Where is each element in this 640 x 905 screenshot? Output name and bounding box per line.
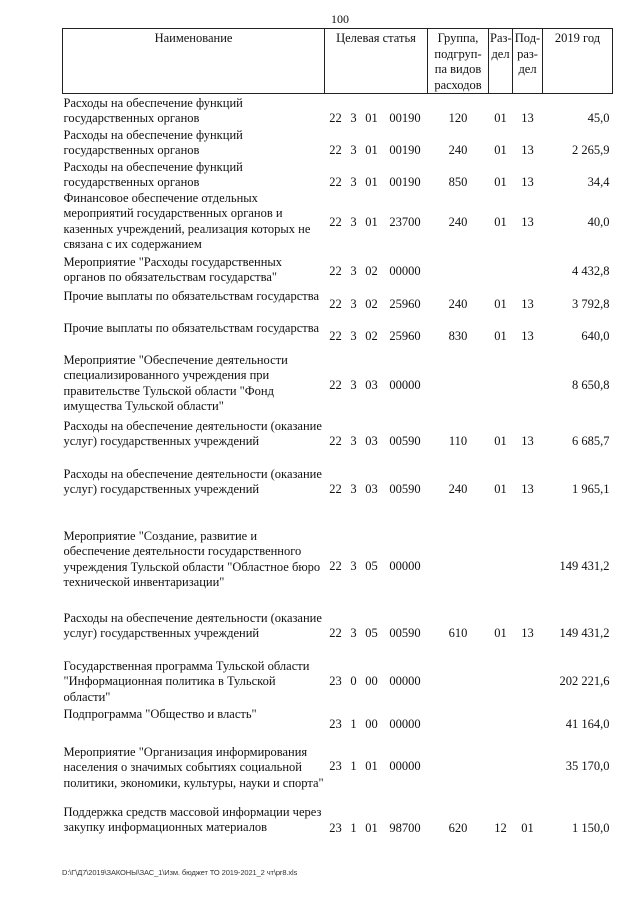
code-subprogram: 3 xyxy=(350,377,357,392)
section-code: 01 xyxy=(494,143,507,157)
row-name: Расходы на обеспечение функций государственных органов xyxy=(63,95,243,125)
expense-group: 850 xyxy=(448,175,468,189)
table-row xyxy=(63,255,613,289)
subsection-code: 13 xyxy=(521,625,534,640)
section-code: 01 xyxy=(494,328,507,343)
row-name: Государственная программа Тульской области "Информационная политика в Тульской области" xyxy=(63,658,310,704)
amount: 1 150,0 xyxy=(572,820,610,835)
row-name: Расходы на обеспечение деятельности (оказание услуг) государственных учреждений xyxy=(63,466,322,496)
subsection-code xyxy=(513,647,543,707)
subsection-code: 13 xyxy=(521,175,534,189)
subsection-code: 13 xyxy=(521,481,534,496)
subsection-code: 13 xyxy=(521,433,534,448)
subsection-code xyxy=(513,255,543,289)
amount: 202 221,6 xyxy=(559,673,610,688)
row-name: Мероприятие "Обеспечение деятельности специализированного учреждения при правительстве Тульской области "Фонд имущества Тульской области" xyxy=(63,352,288,413)
section-code: 01 xyxy=(494,625,507,640)
expense-group xyxy=(428,737,489,805)
header-year: 2019 год xyxy=(543,29,613,94)
table-body xyxy=(63,94,613,839)
expense-group: 240 xyxy=(448,296,468,311)
code-direction: 00000 xyxy=(389,377,421,392)
code-event: 02 xyxy=(365,263,378,278)
table-row xyxy=(63,159,613,191)
code-direction: 00590 xyxy=(389,481,421,496)
subsection-code xyxy=(513,707,543,737)
expense-group: 830 xyxy=(448,328,468,343)
amount: 8 650,8 xyxy=(572,377,610,392)
expense-group: 120 xyxy=(448,111,468,125)
code-subprogram: 0 xyxy=(350,673,357,688)
expense-group xyxy=(428,353,489,419)
expense-group: 610 xyxy=(448,625,468,640)
code-subprogram: 3 xyxy=(350,296,357,311)
file-path-footer: D:\Г\Д7\2019\ЗАКОНЫ\ЗАС_1\Изм. бюджет ТО 2019-2021_2 чт\pr8.xls xyxy=(62,868,298,877)
code-subprogram: 3 xyxy=(350,111,357,125)
code-direction: 00000 xyxy=(389,673,421,688)
code-direction: 00590 xyxy=(389,433,421,448)
section-code: 01 xyxy=(494,111,507,125)
code-program: 22 xyxy=(329,481,342,496)
code-event: 01 xyxy=(365,175,378,189)
expense-group: 620 xyxy=(448,820,468,835)
amount: 34,4 xyxy=(587,175,610,189)
section-code xyxy=(489,647,513,707)
code-direction: 00190 xyxy=(389,175,421,189)
code-subprogram: 3 xyxy=(350,481,357,496)
code-direction: 00590 xyxy=(389,625,421,640)
code-direction: 00190 xyxy=(389,111,421,125)
code-subprogram: 1 xyxy=(350,820,357,835)
code-subprogram: 3 xyxy=(350,328,357,343)
code-direction: 98700 xyxy=(389,820,421,835)
section-code: 01 xyxy=(494,175,507,189)
expense-group xyxy=(428,255,489,289)
amount: 1 965,1 xyxy=(572,481,610,496)
section-code xyxy=(489,255,513,289)
table-row xyxy=(63,419,613,467)
subsection-code xyxy=(513,353,543,419)
code-program: 23 xyxy=(329,820,342,835)
amount: 40,0 xyxy=(587,214,610,229)
subsection-code: 13 xyxy=(521,143,534,157)
table-row xyxy=(63,191,613,255)
section-code: 01 xyxy=(494,433,507,448)
code-program: 23 xyxy=(329,673,342,688)
code-program: 22 xyxy=(329,296,342,311)
amount: 149 431,2 xyxy=(559,625,610,640)
amount: 4 432,8 xyxy=(572,263,610,278)
table-row xyxy=(63,647,613,707)
table-row xyxy=(63,467,613,515)
code-event: 05 xyxy=(365,625,378,640)
budget-table xyxy=(62,28,613,839)
code-event: 01 xyxy=(365,758,378,773)
section-code xyxy=(489,707,513,737)
code-event: 02 xyxy=(365,328,378,343)
code-subprogram: 1 xyxy=(350,758,357,773)
section-code: 01 xyxy=(494,481,507,496)
code-subprogram: 1 xyxy=(350,716,357,731)
amount: 45,0 xyxy=(587,111,610,125)
expense-group: 240 xyxy=(448,214,468,229)
table-row xyxy=(63,597,613,647)
table-row xyxy=(63,289,613,321)
section-code xyxy=(489,353,513,419)
code-program: 22 xyxy=(329,214,342,229)
expense-group: 240 xyxy=(448,481,468,496)
code-program: 22 xyxy=(329,143,342,157)
row-name: Подпрограмма "Общество и власть" xyxy=(63,706,257,721)
table-row xyxy=(63,94,613,127)
code-subprogram: 3 xyxy=(350,263,357,278)
code-program: 23 xyxy=(329,716,342,731)
header-target-article: Целевая статья xyxy=(325,29,428,94)
row-name: Финансовое обеспечение отдельных мероприятий государственных органов и казенных учреждений, реализация которых не связана с их содержанием xyxy=(63,190,311,251)
subsection-code: 13 xyxy=(521,111,534,125)
header-subsection: Под-раз-дел xyxy=(513,29,543,94)
row-name: Прочие выплаты по обязательствам государства xyxy=(63,288,320,303)
header-section: Раз-дел xyxy=(489,29,513,94)
code-program: 22 xyxy=(329,263,342,278)
table-row xyxy=(63,737,613,805)
row-name: Расходы на обеспечение функций государственных органов xyxy=(63,127,243,157)
row-name: Расходы на обеспечение деятельности (оказание услуг) государственных учреждений xyxy=(63,418,322,448)
code-program: 22 xyxy=(329,558,342,573)
expense-group xyxy=(428,707,489,737)
code-program: 22 xyxy=(329,433,342,448)
table-row xyxy=(63,515,613,597)
row-name: Мероприятие "Создание, развитие и обеспечение деятельности государственного учреждения Тульской области "Областное бюро технической инвентаризации" xyxy=(63,528,321,589)
table-row xyxy=(63,805,613,839)
code-event: 00 xyxy=(365,716,378,731)
code-direction: 00000 xyxy=(389,716,421,731)
code-subprogram: 3 xyxy=(350,433,357,448)
expense-group xyxy=(428,647,489,707)
budget-table-container xyxy=(62,28,612,839)
subsection-code: 13 xyxy=(521,328,534,343)
code-subprogram: 3 xyxy=(350,625,357,640)
code-direction: 25960 xyxy=(389,328,421,343)
subsection-code: 01 xyxy=(521,820,534,835)
table-row xyxy=(63,127,613,159)
code-program: 23 xyxy=(329,758,342,773)
section-code: 01 xyxy=(494,296,507,311)
code-event: 03 xyxy=(365,377,378,392)
section-code: 12 xyxy=(494,820,507,835)
table-row xyxy=(63,707,613,737)
page-number: 100 xyxy=(331,12,349,26)
amount: 2 265,9 xyxy=(572,143,610,157)
code-program: 22 xyxy=(329,625,342,640)
subsection-code xyxy=(513,737,543,805)
code-program: 22 xyxy=(329,328,342,343)
code-direction: 23700 xyxy=(389,214,421,229)
code-event: 03 xyxy=(365,481,378,496)
table-row xyxy=(63,353,613,419)
code-event: 01 xyxy=(365,214,378,229)
code-program: 22 xyxy=(329,175,342,189)
code-subprogram: 3 xyxy=(350,558,357,573)
code-subprogram: 3 xyxy=(350,175,357,189)
row-name: Расходы на обеспечение функций государственных органов xyxy=(63,159,243,189)
amount: 640,0 xyxy=(581,328,610,343)
code-subprogram: 3 xyxy=(350,214,357,229)
code-direction: 00000 xyxy=(389,263,421,278)
header-expense-group: Группа, подгруп-па видов расходов xyxy=(428,29,489,94)
row-name: Поддержка средств массовой информации через закупку информационных материалов xyxy=(63,804,322,834)
code-direction: 25960 xyxy=(389,296,421,311)
subsection-code: 13 xyxy=(521,296,534,311)
section-code: 01 xyxy=(494,214,507,229)
row-name: Мероприятие "Организация информирования населения о значимых событиях социальной политики, экономики, культуры, науки и спорта" xyxy=(63,744,324,790)
code-direction: 00000 xyxy=(389,758,421,773)
code-direction: 00190 xyxy=(389,143,421,157)
code-event: 03 xyxy=(365,433,378,448)
code-program: 22 xyxy=(329,111,342,125)
code-direction: 00000 xyxy=(389,558,421,573)
section-code xyxy=(489,515,513,597)
table-header xyxy=(63,29,613,94)
code-event: 00 xyxy=(365,673,378,688)
row-name: Мероприятие "Расходы государственных органов по обязательствам государства" xyxy=(63,254,283,284)
code-subprogram: 3 xyxy=(350,143,357,157)
amount: 35 170,0 xyxy=(565,758,610,773)
code-event: 01 xyxy=(365,111,378,125)
subsection-code xyxy=(513,515,543,597)
code-event: 01 xyxy=(365,143,378,157)
subsection-code: 13 xyxy=(521,214,534,229)
amount: 149 431,2 xyxy=(559,558,610,573)
code-event: 05 xyxy=(365,558,378,573)
row-name: Расходы на обеспечение деятельности (оказание услуг) государственных учреждений xyxy=(63,610,322,640)
amount: 3 792,8 xyxy=(572,296,610,311)
table-row xyxy=(63,321,613,353)
expense-group: 240 xyxy=(448,143,468,157)
row-name: Прочие выплаты по обязательствам государства xyxy=(63,320,320,335)
amount: 6 685,7 xyxy=(572,433,610,448)
expense-group: 110 xyxy=(448,433,468,448)
code-program: 22 xyxy=(329,377,342,392)
code-event: 02 xyxy=(365,296,378,311)
amount: 41 164,0 xyxy=(565,716,610,731)
header-name: Наименование xyxy=(63,29,325,94)
expense-group xyxy=(428,515,489,597)
code-event: 01 xyxy=(365,820,378,835)
section-code xyxy=(489,737,513,805)
